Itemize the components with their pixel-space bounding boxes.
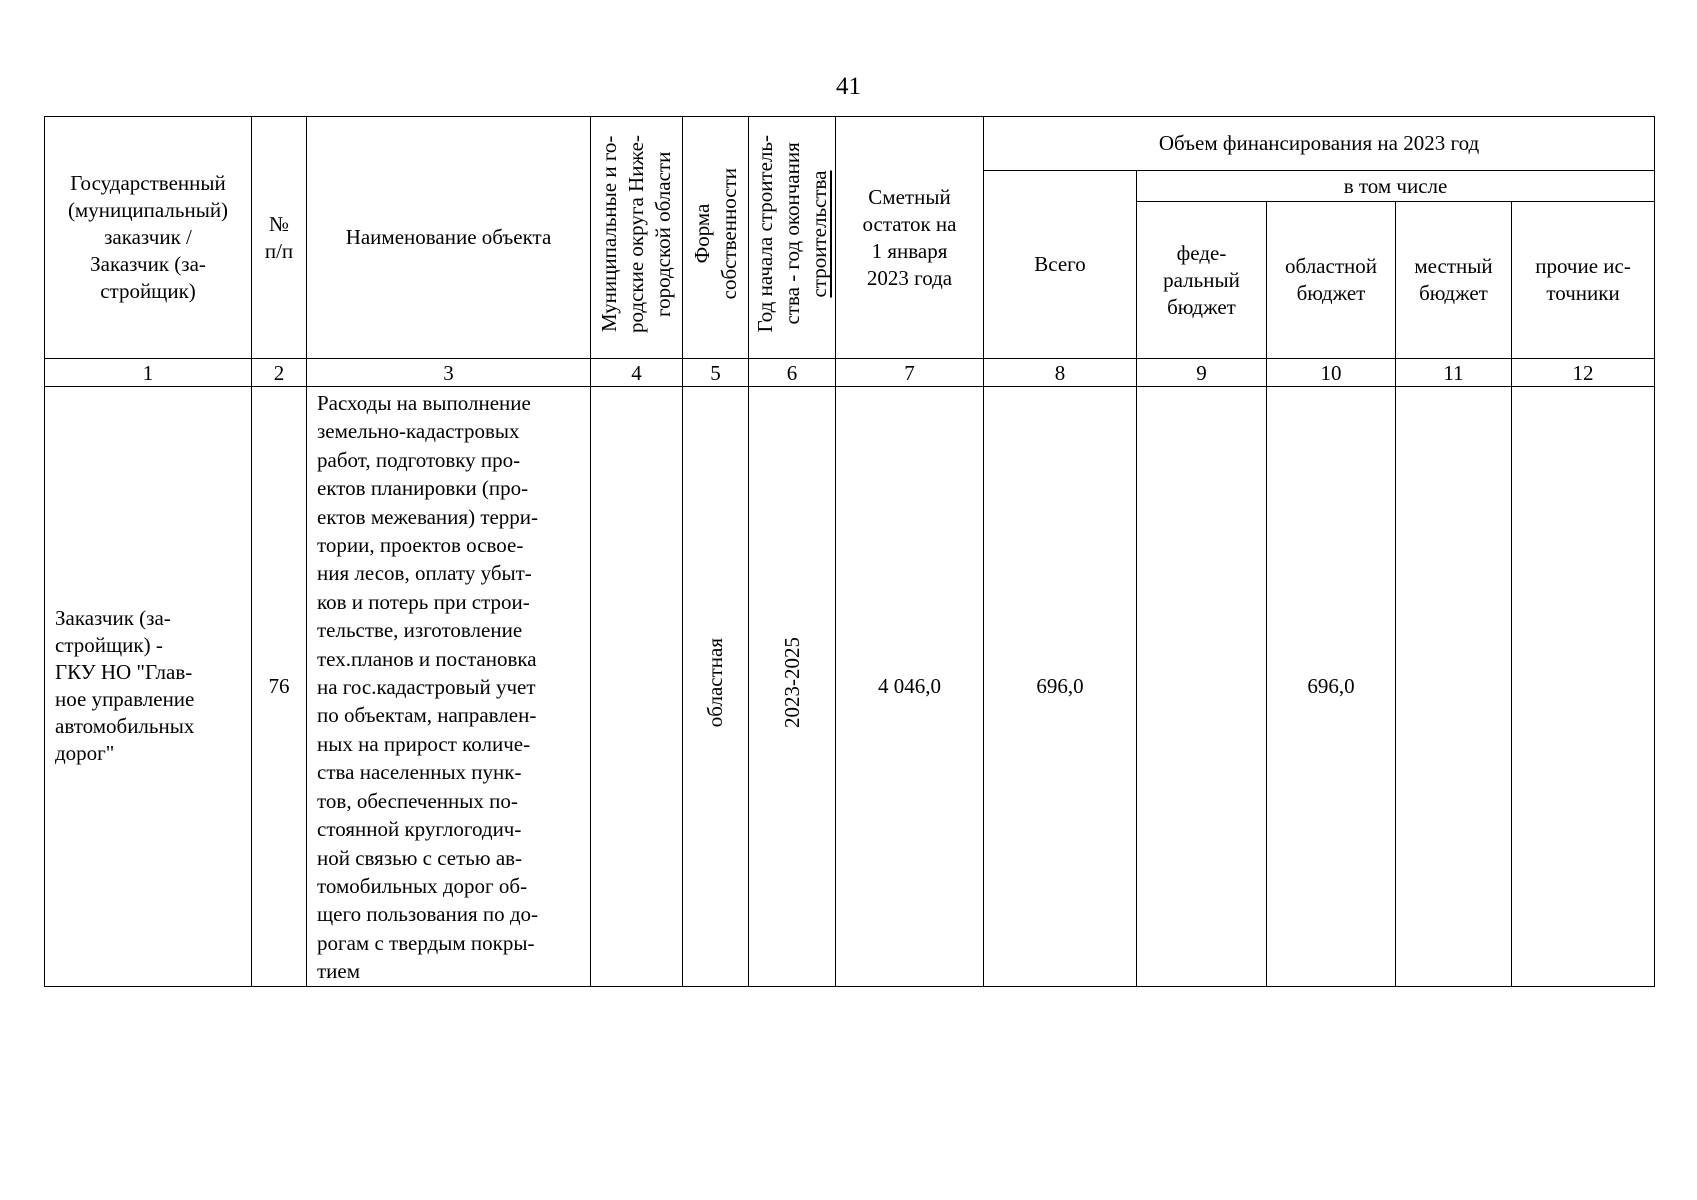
financing-table — [44, 116, 1655, 987]
cell-ownership: областная — [683, 387, 749, 987]
column-number: 9 — [1137, 359, 1267, 387]
cell-federal — [1137, 387, 1267, 987]
header-including: в том числе — [1137, 171, 1655, 202]
header-customer: Государственный (муниципальный) заказчик / Заказчик (за- стройщик) — [45, 117, 252, 359]
header-regional: областной бюджет — [1267, 202, 1396, 359]
header-federal: феде- ральный бюджет — [1137, 202, 1267, 359]
header-years: Год начала строитель- ства - год окончания строительства — [749, 117, 836, 359]
column-number: 2 — [252, 359, 307, 387]
cell-customer: Заказчик (за- стройщик) - ГКУ НО "Глав- ное управление автомобильных дорог" — [45, 387, 252, 987]
cell-municipal — [591, 387, 683, 987]
cell-object-name: Расходы на выполнение земельно-кадастровых работ, подготовку про- ектов планировки (про- ектов межевания) терри- тории, проектов освое- ния лесов, оплату убыт- ков и потерь при строи- тельстве, изготовление тех.планов и постановка на гос.кадастровый учет по объектам, направлен- ных на прирост количе- ства населенных пунк- тов, обеспеченных по- стоянной круглогодич- ной связью с сетью ав- томобильных дорог об- щего пользования по до- рогам с твердым покры- тием — [307, 387, 591, 987]
header-number: № п/п — [252, 117, 307, 359]
column-number: 10 — [1267, 359, 1396, 387]
header-local: местный бюджет — [1396, 202, 1512, 359]
cell-estimate: 4 046,0 — [836, 387, 984, 987]
page-number: 41 — [836, 73, 861, 100]
column-number: 12 — [1512, 359, 1655, 387]
column-number: 5 — [683, 359, 749, 387]
header-other: прочие ис- точники — [1512, 202, 1655, 359]
column-number-row — [45, 359, 1655, 387]
column-number: 1 — [45, 359, 252, 387]
cell-number: 76 — [252, 387, 307, 987]
cell-other — [1512, 387, 1655, 987]
header-object-name: Наименование объекта — [307, 117, 591, 359]
column-number: 7 — [836, 359, 984, 387]
column-number: 6 — [749, 359, 836, 387]
header-ownership: Форма собственности — [683, 117, 749, 359]
header-total: Всего — [984, 171, 1137, 359]
cell-total: 696,0 — [984, 387, 1137, 987]
column-number: 8 — [984, 359, 1137, 387]
column-number: 4 — [591, 359, 683, 387]
column-number: 3 — [307, 359, 591, 387]
cell-local — [1396, 387, 1512, 987]
header-municipal: Муниципальные и го- родские округа Ниже- городской области — [591, 117, 683, 359]
header-estimate: Сметный остаток на 1 января 2023 года — [836, 117, 984, 359]
header-financing: Объем финансирования на 2023 год — [984, 117, 1655, 171]
cell-years: 2023-2025 — [749, 387, 836, 987]
cell-regional: 696,0 — [1267, 387, 1396, 987]
table-row — [45, 387, 1655, 987]
column-number: 11 — [1396, 359, 1512, 387]
